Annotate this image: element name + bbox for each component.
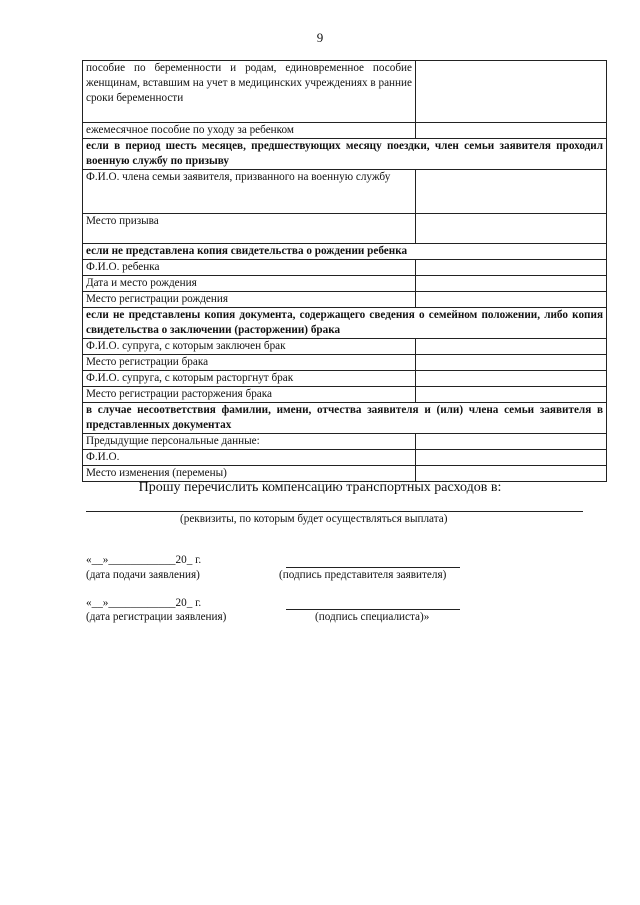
field-value-cell[interactable]: [416, 371, 607, 387]
field-value-cell[interactable]: [416, 260, 607, 276]
field-label: Ф.И.О. супруга, с которым расторгнут брак: [83, 371, 416, 387]
table-row: [83, 450, 607, 466]
table-row: [83, 339, 607, 355]
section-header-row: [83, 139, 607, 170]
registration-date-field[interactable]: «__»____________20_ г.: [86, 597, 202, 609]
field-value-cell[interactable]: [416, 214, 607, 244]
field-label: Ф.И.О. члена семьи заявителя, призванного на военную службу: [83, 170, 416, 214]
section-header: если в период шесть месяцев, предшествующих месяцу поездки, член семьи заявителя проходил военную службу по призыву: [83, 139, 607, 170]
requisites-caption: (реквизиты, по которым будет осуществляться выплата): [180, 513, 448, 525]
request-text: Прошу перечислить компенсацию транспортных расходов в:: [138, 480, 502, 495]
table-row: [83, 355, 607, 371]
field-value-cell[interactable]: [416, 450, 607, 466]
section-header: если не представлены копия документа, содержащего сведения о семейном положении, либо копия свидетельства о заключении (расторжении) брака: [83, 308, 607, 339]
table-row: [83, 292, 607, 308]
field-label: Ф.И.О.: [83, 450, 416, 466]
field-value-cell[interactable]: [416, 434, 607, 450]
submission-date-caption: (дата подачи заявления): [86, 569, 200, 581]
section-header: в случае несоответствия фамилии, имени, отчества заявителя и (или) члена семьи заявителя в представленных документах: [83, 403, 607, 434]
applicant-signature-caption: (подпись представителя заявителя): [279, 569, 447, 581]
field-value-cell[interactable]: [416, 387, 607, 403]
field-label: пособие по беременности и родам, единовременное пособие женщинам, вставшим на учет в медицинских учреждениях в ранние сроки беременности: [83, 61, 416, 123]
table-row: [83, 61, 607, 123]
table-row: [83, 387, 607, 403]
field-value-cell[interactable]: [416, 170, 607, 214]
requisites-line[interactable]: [86, 511, 583, 512]
applicant-signature-line[interactable]: [286, 567, 460, 568]
table-row: [83, 123, 607, 139]
field-value-cell[interactable]: [416, 292, 607, 308]
field-label: Место призыва: [83, 214, 416, 244]
field-value-cell[interactable]: [416, 339, 607, 355]
field-value-cell[interactable]: [416, 123, 607, 139]
form-table: [82, 60, 607, 482]
field-label: ежемесячное пособие по уходу за ребенком: [83, 123, 416, 139]
field-label: Место регистрации рождения: [83, 292, 416, 308]
table-row: [83, 170, 607, 214]
table-row: [83, 276, 607, 292]
registration-date-caption: (дата регистрации заявления): [86, 611, 227, 623]
field-label: Предыдущие персональные данные:: [83, 434, 416, 450]
table-row: [83, 214, 607, 244]
specialist-signature-caption: (подпись специалиста)»: [315, 611, 430, 623]
table-row: [83, 260, 607, 276]
section-header: если не представлена копия свидетельства о рождении ребенка: [83, 244, 607, 260]
section-header-row: [83, 308, 607, 339]
table-row: [83, 371, 607, 387]
specialist-signature-line[interactable]: [286, 609, 460, 610]
field-label: Место изменения (перемены): [83, 466, 416, 482]
submission-date-field[interactable]: «__»____________20_ г.: [86, 554, 202, 566]
section-header-row: [83, 403, 607, 434]
field-value-cell[interactable]: [416, 61, 607, 123]
field-label: Дата и место рождения: [83, 276, 416, 292]
section-header-row: [83, 244, 607, 260]
field-label: Ф.И.О. супруга, с которым заключен брак: [83, 339, 416, 355]
field-label: Ф.И.О. ребенка: [83, 260, 416, 276]
page-number: 9: [316, 30, 324, 45]
field-label: Место регистрации расторжения брака: [83, 387, 416, 403]
field-label: Место регистрации брака: [83, 355, 416, 371]
table-row: [83, 434, 607, 450]
field-value-cell[interactable]: [416, 355, 607, 371]
field-value-cell[interactable]: [416, 276, 607, 292]
